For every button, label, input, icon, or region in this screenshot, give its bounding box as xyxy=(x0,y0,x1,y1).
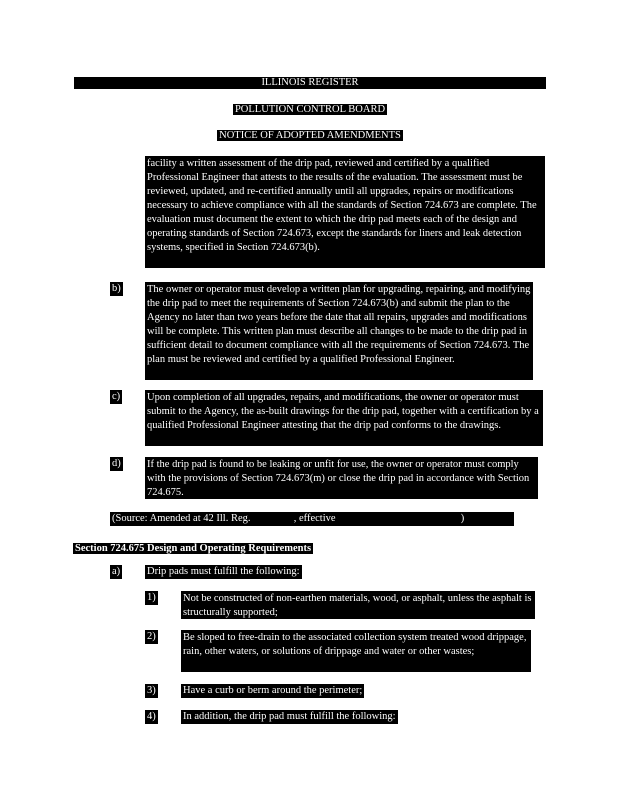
subsection-text: Drip pads must fulfill the following: xyxy=(147,566,300,577)
source-suffix: ) xyxy=(460,513,465,524)
section-heading xyxy=(73,538,313,556)
register-title: ILLINOIS REGISTER xyxy=(261,77,359,88)
subsection-label: a) xyxy=(112,566,121,577)
board-title xyxy=(74,103,546,116)
board-title-text: POLLUTION CONTROL BOARD xyxy=(234,104,386,115)
subitem-label: 2) xyxy=(147,631,156,642)
source-line xyxy=(110,512,514,526)
item-text: If the drip pad is found to be leaking or unfit for use, the owner or operator must comply with the provisions of Section 724.673(m) or close the drip pad in accordance with Section 724.675. xyxy=(145,457,538,499)
notice-title xyxy=(74,129,546,142)
section-heading-text: Section 724.675 Design and Operating Requirements xyxy=(75,543,312,554)
subitem-label: 4) xyxy=(147,711,156,722)
subitem-label: 1) xyxy=(147,592,156,603)
continuation-paragraph: facility a written assessment of the drip pad, reviewed and certified by a qualified Professional Engineer that attests to the results of the evaluation. The assessment must be reviewed, updated, and re-certified annually until all upgrades, repairs or modifications necessary to achieve compliance with all the standards of Section 724.673 are complete. The evaluation must document the extent to which the drip pad meets each of the design and operating standards of Section 724.673, except the standards for liners and leak detection systems, specified in Section 724.673(b). xyxy=(145,156,545,268)
notice-title-text: NOTICE OF ADOPTED AMENDMENTS xyxy=(219,130,401,141)
subitem-text: Not be constructed of non-earthen materials, wood, or asphalt, unless the asphalt is structurally supported; xyxy=(181,591,535,619)
item-label: c) xyxy=(112,391,121,402)
subitem-text: Be sloped to free-drain to the associated collection system treated wood drippage, rain, other waters, or solutions of drippage and water or other wastes; xyxy=(181,630,531,672)
source-effective: , effective xyxy=(293,513,336,524)
source-prefix: (Source: Amended at 42 Ill. Reg. xyxy=(112,513,251,524)
item-text: Upon completion of all upgrades, repairs, and modifications, the owner or operator must submit to the Agency, the as-built drawings for the drip pad, together with a certification by a qualified Professional Engineer attesting that the drip pad conforms to the drawings. xyxy=(145,390,543,446)
item-label: d) xyxy=(112,458,121,469)
subitem-text: In addition, the drip pad must fulfill the following: xyxy=(183,711,396,722)
item-label: b) xyxy=(112,283,121,294)
subitem-text: Have a curb or berm around the perimeter; xyxy=(183,685,363,696)
item-text: The owner or operator must develop a written plan for upgrading, repairing, and modifying the drip pad to meet the requirements of Section 724.673(b) and submit the plan to the Agency no later than two years before the date that all repairs, upgrades and modifications will be complete. This written plan must describe all changes to be made to the drip pad in sufficient detail to document compliance with all the requirements of Section 724.673. The plan must be reviewed and certified by a qualified Professional Engineer. xyxy=(145,282,533,380)
subitem-label: 3) xyxy=(147,685,156,696)
